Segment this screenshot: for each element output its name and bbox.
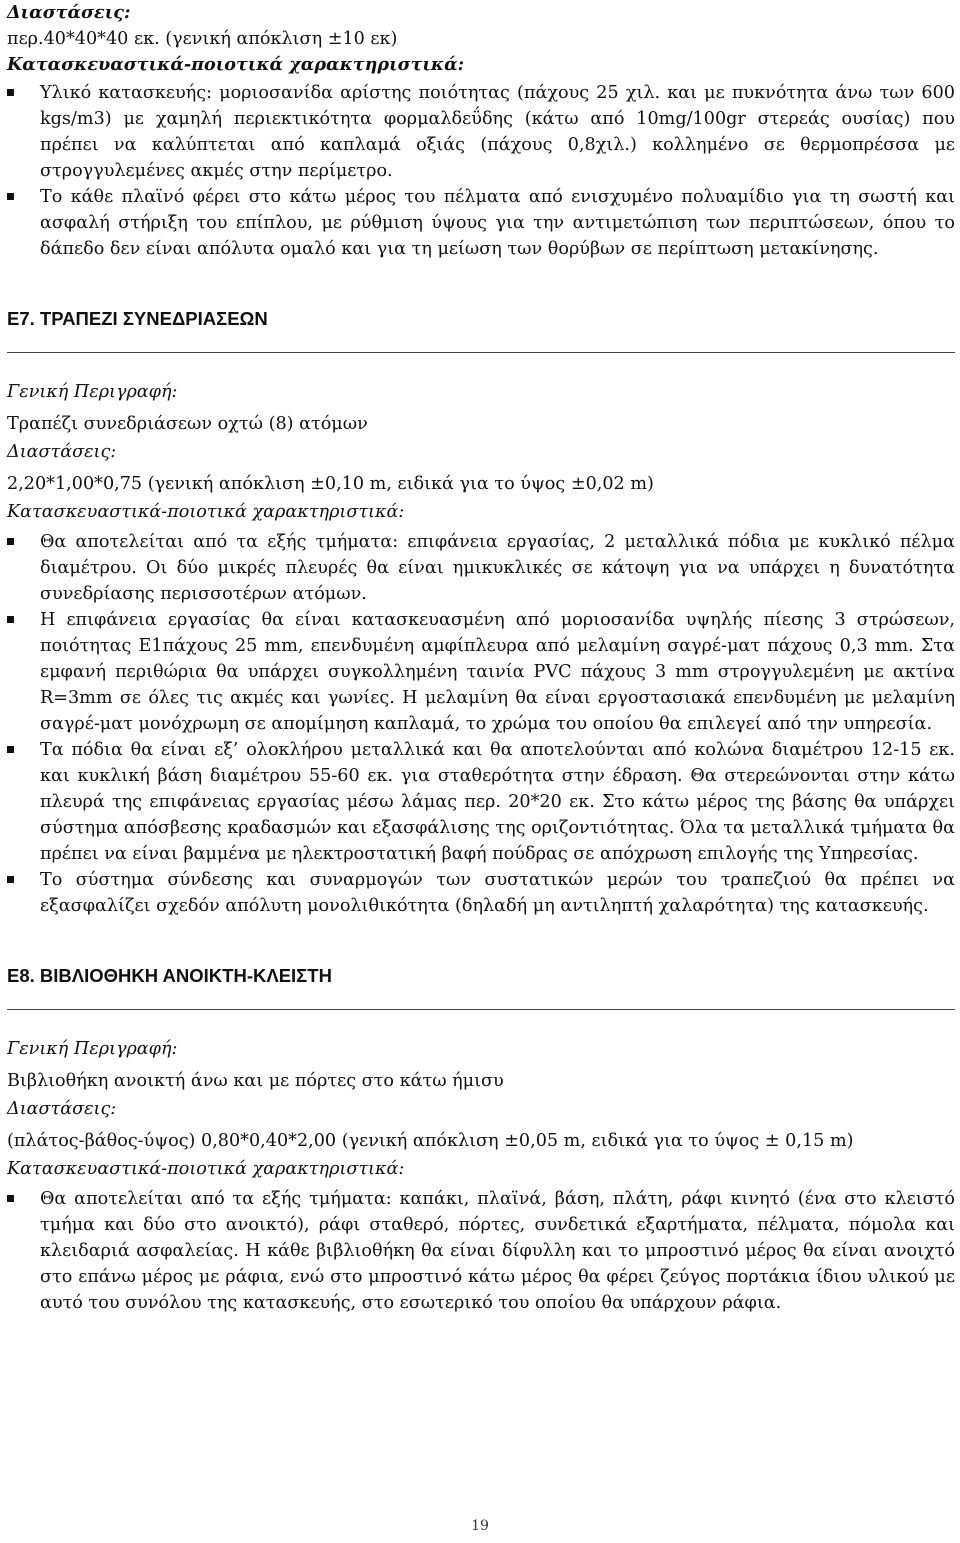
specs-label: Κατασκευαστικά-ποιοτικά χαρακτηριστικά: <box>7 1159 405 1179</box>
general-description-label: Γενική Περιγραφή: <box>7 1039 178 1059</box>
dimensions-label: Διαστάσεις: <box>7 2 131 23</box>
specs-list <box>7 529 955 919</box>
list-item-text: Θα αποτελείται από τα εξής τμήματα: καπάκι, πλαϊνά, βάση, πλάτη, ράφι κινητό (ένα στο κλειστό τμήμα και δύο στο ανοικτό), ράφι σταθερό, πόρτες, συνδετικά εξαρτήματα, πέλματα, πόμολα και κλειδαριά ασφαλείας. Η κάθε βιβλιοθήκη θα είναι δίφυλλη και το μπροστινό μέρος θα είναι ανοιχτό στο επάνω μέρος με ράφια, ενώ στο μπροστινό κάτω μέρος θα φέρει ζεύγος πορτάκια ίδιου υλικού με αυτό του συνόλου της κατασκευής, στο εσωτερικό του οποίου θα υπάρχουν ράφια. <box>40 1189 955 1313</box>
square-bullet-icon <box>7 193 14 200</box>
page-number: 19 <box>471 1518 489 1534</box>
list-item <box>7 184 955 262</box>
dimensions-value: περ.40*40*40 εκ. (γενική απόκλιση ±10 εκ) <box>7 29 398 49</box>
list-item-text: Τα πόδια θα είναι εξ’ ολοκλήρου μεταλλικά και θα αποτελούνται από κολώνα διαμέτρου 12-15 εκ. και κυκλική βάση διαμέτρου 55-60 εκ. για σταθερότητα στην έδραση. Θα στερεώνονται στην κάτω πλευρά της επιφάνειας εργασίας μέσω λάμας περ. 20*20 εκ. Στο κάτω μέρος της βάσης θα υπάρχει σύστημα απόσβεσης κραδασμών και εξασφάλισης της οριζοντιότητας. Όλα τα μεταλλικά τμήματα θα πρέπει να είναι βαμμένα με ηλεκτροστατική βαφή πούδρας σε απόχρωση επιλογής της Υπηρεσίας. <box>40 740 955 864</box>
list-item <box>7 1186 955 1316</box>
general-description-label: Γενική Περιγραφή: <box>7 382 178 402</box>
dimensions-value: 2,20*1,00*0,75 (γενική απόκλιση ±0,10 m, ειδικά για το ύψος ±0,02 m) <box>7 474 654 494</box>
dimensions-label: Διαστάσεις: <box>7 1099 117 1119</box>
square-bullet-icon <box>7 1195 14 1202</box>
section-title-e7: Ε7. ΤΡΑΠΕΖΙ ΣΥΝΕΔΡΙΑΣΕΩΝ <box>7 308 268 329</box>
list-item-text: Το σύστημα σύνδεσης και συναρμογών των συστατικών μερών του τραπεζιού θα πρέπει να εξασφαλίζει σχεδόν απόλυτη μονολιθικότητα (δηλαδή μη αντιληπτή χαλαρότητα) της κατασκευής. <box>40 870 955 916</box>
section-divider <box>7 1009 955 1010</box>
section-divider <box>7 352 955 353</box>
specs-list <box>7 1186 955 1316</box>
list-item-text: Η επιφάνεια εργασίας θα είναι κατασκευασμένη από μοριοσανίδα υψηλής πίεσης 3 στρώσεων, ποιότητας Ε1πάχους 25 mm, επενδυμένη αμφίπλευρα από μελαμίνη σαγρέ-ματ πάχους 0,3 mm. Στα εμφανή περιθώρια θα υπάρχει συγκολλημένη ταινία PVC πάχους 3 mm στρογγυλεμένη με ακτίνα R=3mm σε όλες τις ακμές και γωνίες. Η μελαμίνη θα είναι εργοστασιακά επενδυμένη με μελαμίνη σαγρέ-ματ μονόχρωμη σε απομίμηση καπλαμά, το χρώμα του οποίου θα επιλεγεί από την υπηρεσία. <box>40 610 955 734</box>
specs-list <box>7 80 955 262</box>
list-item-text: Θα αποτελείται από τα εξής τμήματα: επιφάνεια εργασίας, 2 μεταλλικά πόδια με κυκλικό πέλμα διαμέτρου. Οι δύο μικρές πλευρές θα είναι ημικυκλικές σε κάτοψη για να υπάρχει η δυνατότητα συνεδρίασης περισσοτέρων ατόμων. <box>40 532 955 604</box>
list-item <box>7 80 955 184</box>
dimensions-label: Διαστάσεις: <box>7 442 117 462</box>
specs-label: Κατασκευαστικά-ποιοτικά χαρακτηριστικά: <box>7 502 405 522</box>
list-item <box>7 737 955 867</box>
square-bullet-icon <box>7 89 14 96</box>
list-item-text: Το κάθε πλαϊνό φέρει στο κάτω μέρος του πέλματα από ενισχυμένο πολυαμίδιο για τη σωστή και ασφαλή στήριξη του επίπλου, με ρύθμιση ύψους για την αντιμετώπιση των περιπτώσεων, όπου το δάπεδο δεν είναι απόλυτα ομαλό και για τη μείωση των θορύβων σε περίπτωση μετακίνησης. <box>40 187 955 259</box>
list-item <box>7 867 955 919</box>
specs-label: Κατασκευαστικά-ποιοτικά χαρακτηριστικά: <box>7 54 465 75</box>
general-description-value: Βιβλιοθήκη ανοικτή άνω και με πόρτες στο κάτω ήμισυ <box>7 1071 504 1091</box>
square-bullet-icon <box>7 538 14 545</box>
general-description-value: Τραπέζι συνεδριάσεων οχτώ (8) ατόμων <box>7 414 368 434</box>
list-item <box>7 607 955 737</box>
document-page <box>7 0 955 1316</box>
square-bullet-icon <box>7 876 14 883</box>
square-bullet-icon <box>7 746 14 753</box>
dimensions-value: (πλάτος-βάθος-ύψος) 0,80*0,40*2,00 (γενική απόκλιση ±0,05 m, ειδικά για το ύψος ± 0,15 m) <box>7 1131 854 1151</box>
section-title-e8: Ε8. ΒΙΒΛΙΟΘΗΚΗ ΑΝΟΙΚΤΗ-ΚΛΕΙΣΤΗ <box>7 965 332 986</box>
list-item-text: Υλικό κατασκευής: μοριοσανίδα αρίστης ποιότητας (πάχους 25 χιλ. και με πυκνότητα άνω των 600 kgs/m3) με χαμηλή περιεκτικότητα φορμαλδεΰδης (κάτω από 10mg/100gr στερεάς ουσίας) που πρέπει να καλύπτεται από καπλαμά οξιάς (πάχους 0,8χιλ.) κολλημένο σε θερμοπρέσσα με στρογγυλεμένες ακμές στην περίμετρο. <box>40 83 955 181</box>
square-bullet-icon <box>7 616 14 623</box>
list-item <box>7 529 955 607</box>
